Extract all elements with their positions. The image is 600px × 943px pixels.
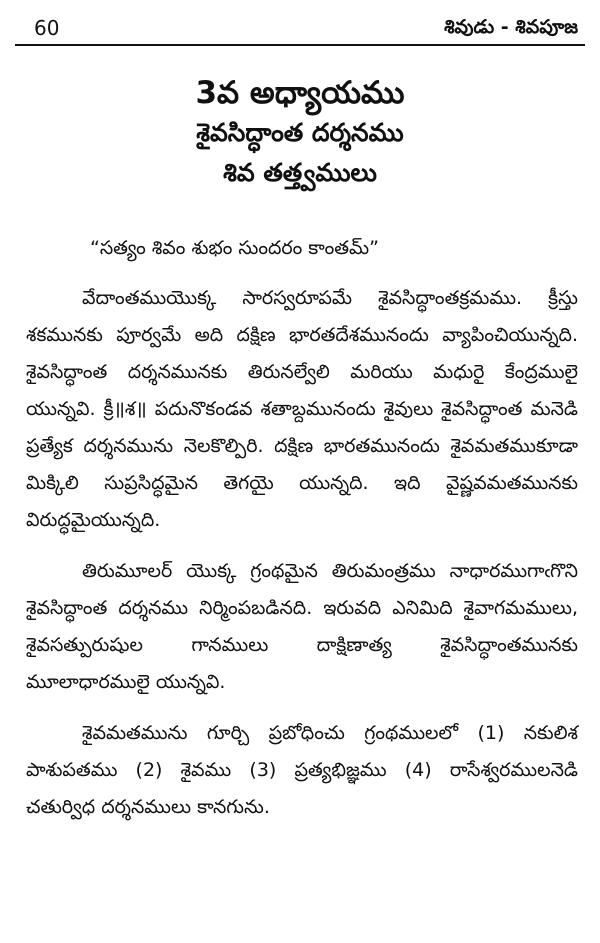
paragraph-3: శైవమతమును గూర్చి ప్రబోధించు గ్రంథములలో (1) నకులిశ పాశుపతము (2) శైవము (3) ప్రత్యభిజ్ఞము (4) రాసేశ్వరములనెడి చతుర్విధ దర్శనములు కానగును. <box>26 722 578 818</box>
subsection-title: శివ తత్త్వములు <box>223 157 377 187</box>
chapter-title: 3వ అధ్యాయము <box>195 75 405 111</box>
page-header <box>0 0 600 50</box>
header-rule <box>15 44 585 46</box>
chapter-heading <box>0 74 600 193</box>
paragraph-2: తిరుమూలర్ యొక్క గ్రంథమైన తిరుమంత్రము నాధారముగాఁగొని శైవసిద్ధాంత దర్శనము నిర్మింపబడినది. ఇరువది ఎనిమిది శైవాగమములు, శైవసత్పురుషుల గానములు దాక్షిణాత్య శైవసిద్ధాంతమునకు మూలాధారములై యున్నవి. <box>26 560 578 693</box>
section-title: శైవసిద్ధాంత దర్శనము <box>196 117 404 147</box>
motto-quote: “సత్యం శివం శుభం సుందరం కాంతమ్” <box>90 237 379 259</box>
running-head: శివుడు - శివపూజ <box>444 16 578 38</box>
page-body <box>26 230 578 840</box>
page-number: 60 <box>34 16 60 40</box>
paragraph-1: వేదాంతముయొక్క సారస్వరూపమే శైవసిద్ధాంతక్రమము. క్రీస్తు శకమునకు పూర్వమే అది దక్షిణ భారతదేశమునందు వ్యాపించియున్నది. శైవసిద్ధాంత దర్శనమునకు తిరునల్వేలి మరియు మధురై కేంద్రములై యున్నవి. క్రీ॥శ॥ పదునొకండవ శతాబ్దమునందు శైవులు శైవసిద్ధాంత మనెడి ప్రత్యేక దర్శనమును నెలకొల్పిరి. దక్షిణ భారతమునందు శైవమతముకూడా మిక్కిలి సుప్రసిద్ధమైన తెగయై యున్నది. ఇది వైష్ణవమతమునకు విరుద్ధమైయున్నది. <box>26 287 578 531</box>
